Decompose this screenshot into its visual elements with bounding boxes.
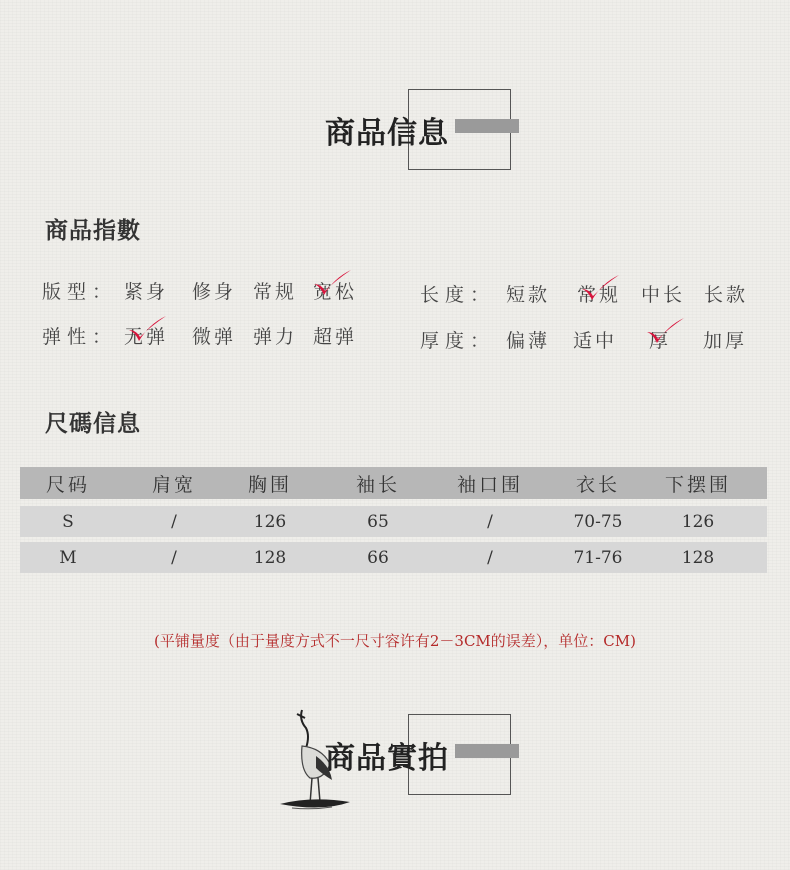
table-cell: M [59, 547, 77, 568]
index-option: 超弹 [313, 326, 358, 348]
table-cell: / [487, 511, 493, 532]
index-option: 宽松 [313, 281, 358, 303]
index-option: 无弹 [124, 326, 169, 348]
index-label: 版型： [42, 281, 118, 303]
column-header: 肩宽 [151, 473, 196, 496]
table-cell: 128 [253, 547, 287, 568]
column-header: 衣长 [575, 473, 620, 496]
table-row [20, 506, 767, 537]
index-option: 微弹 [192, 326, 237, 348]
section-title-product-info: 商品信息 [325, 116, 449, 151]
table-cell: 126 [681, 511, 715, 532]
check-mark-icon [580, 273, 620, 303]
section-title-real-shots: 商品實拍 [325, 741, 449, 776]
index-label: 弹性： [42, 326, 118, 348]
table-cell: 128 [681, 547, 715, 568]
table-cell: 71-76 [573, 547, 623, 568]
index-option: 加厚 [703, 330, 748, 352]
check-mark-icon [645, 316, 685, 346]
index-option: 短款 [506, 284, 551, 306]
indices-heading: 商品指數 [45, 217, 141, 244]
index-option: 适中 [573, 330, 618, 352]
header2-bar [455, 744, 519, 758]
table-cell: 65 [367, 511, 389, 532]
table-row [20, 542, 767, 573]
measurement-note: (平铺量度（由于量度方式不一尺寸容许有2－3CM的误差），单位：CM) [154, 632, 636, 650]
index-option: 紧身 [124, 281, 169, 303]
table-header-row [20, 467, 767, 499]
index-option: 常规 [253, 281, 298, 303]
check-mark-icon [312, 268, 352, 298]
table-cell: 66 [367, 547, 389, 568]
size-info-heading: 尺碼信息 [45, 410, 141, 437]
index-label: 厚度： [420, 330, 496, 352]
table-cell: 126 [253, 511, 287, 532]
table-cell: / [171, 511, 177, 532]
column-header: 袖口围 [456, 473, 523, 496]
table-cell: S [62, 511, 74, 532]
index-option: 偏薄 [506, 330, 551, 352]
index-option: 修身 [192, 281, 237, 303]
column-header: 尺码 [45, 473, 90, 496]
table-cell: 70-75 [573, 511, 623, 532]
index-label: 长度： [420, 284, 496, 306]
column-header: 袖长 [355, 473, 400, 496]
check-mark-icon [127, 314, 167, 344]
index-option: 厚 [649, 330, 672, 352]
column-header: 胸围 [247, 473, 292, 496]
header1-bar [455, 119, 519, 133]
size-table [20, 467, 767, 575]
table-cell: / [171, 547, 177, 568]
index-option: 常规 [577, 284, 622, 306]
column-header: 下摆围 [664, 473, 731, 496]
index-option: 长款 [704, 284, 749, 306]
table-cell: / [487, 547, 493, 568]
index-option: 弹力 [253, 326, 298, 348]
index-option: 中长 [641, 284, 686, 306]
